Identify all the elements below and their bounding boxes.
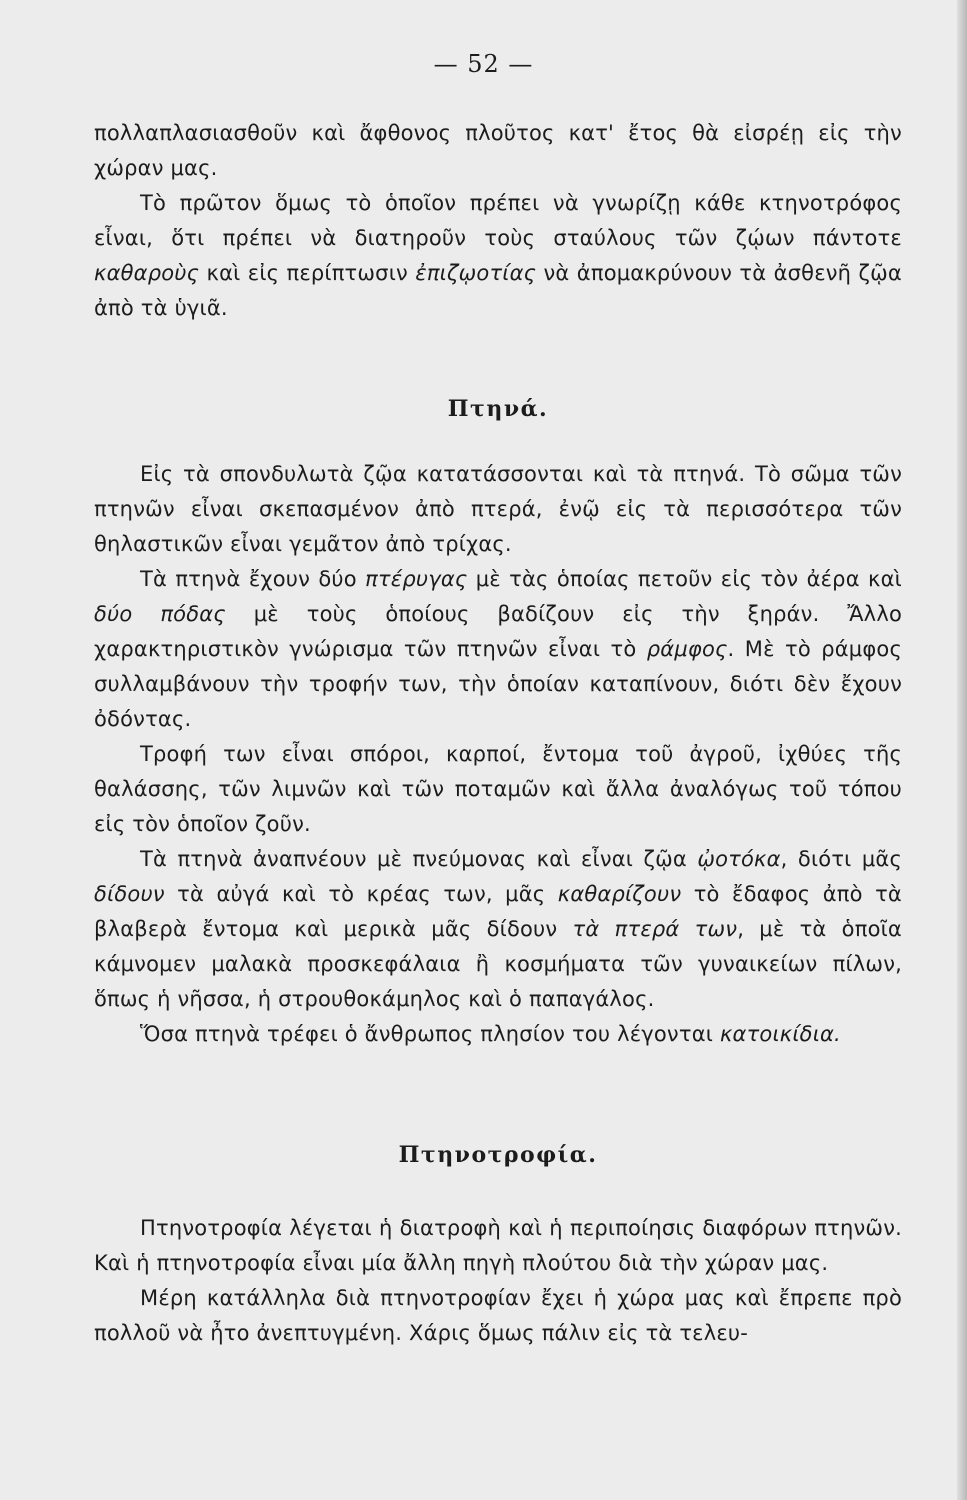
emphasis-beak: ράμφος <box>646 637 728 661</box>
emphasis-wings: πτέρυγας <box>365 567 468 591</box>
paragraph-domestic-birds <box>94 1017 902 1052</box>
emphasis-feathers: τὰ πτερά των <box>572 917 738 941</box>
text-run: , διότι μᾶς <box>780 847 902 871</box>
text-run: , μὲ τὰ ὁποῖα κάμνομεν μαλακὰ προσκεφάλαια ἢ κοσμήματα τῶν γυναικείων πίλων, ὅπως ἡ νῆσσα, ἡ στρουθοκάμηλος καὶ ὁ παπαγάλος. <box>94 917 902 1011</box>
text-run: μὲ τὰς ὁποίας πετοῦν εἰς τὸν ἀέρα καὶ <box>475 567 902 591</box>
text-run: μὲ τοὺς ὁποίους βαδίζουν εἰς τὴν ξηράν. Ἄλλο χαρακτηριστικὸν γνώρισμα τῶν πτηνῶν εἶναι τὸ <box>94 602 902 661</box>
emphasis-oviparous: ᾠοτόκα <box>697 847 781 871</box>
page-number: — 52 — <box>433 50 534 78</box>
text-run: τὰ αὐγά καὶ τὸ κρέας των, μᾶς <box>177 882 546 906</box>
text-run: Τὰ πτηνὰ ἔχουν δύο <box>140 567 357 591</box>
text-run: τὸ ἔδαφος ἀπὸ τὰ βλαβερὰ ἔντομα καὶ μερικὰ μᾶς δίδουν <box>94 882 902 941</box>
text-run: . Μὲ τὸ ράμφος συλλαμβάνουν τὴν τροφήν των, τὴν ὁποίαν καταπίνουν, διότι δὲν ἔχουν ὀδόντας. <box>94 637 902 731</box>
paragraph-livestock-care <box>94 186 902 326</box>
paragraph-birds-anatomy <box>94 562 902 737</box>
section-heading-poultry: Πτηνοτροφία. <box>398 1142 598 1168</box>
text-run: νὰ ἀπομακρύνουν τὰ ἀσθενῆ ζῷα ἀπὸ τὰ ὑγιᾶ. <box>94 261 902 320</box>
emphasis-clean: καθαροὺς <box>94 261 200 285</box>
paragraph-poultry-definition: Πτηνοτροφία λέγεται ἡ διατροφὴ καὶ ἡ περιποίησις διαφόρων πτηνῶν. Καὶ ἡ πτηνοτροφία εἶναι μία ἄλλη πηγὴ πλούτου διὰ τὴν χώραν μας. <box>94 1216 902 1275</box>
text-run: Τὰ πτηνὰ ἀναπνέουν μὲ πνεύμονας καὶ εἶναι ζῷα <box>140 847 687 871</box>
text-run: Ὅσα πτηνὰ τρέφει ὁ ἄνθρωπος πλησίον του λέγονται <box>140 1022 714 1046</box>
emphasis-epizootic: ἐπιζῳοτίας <box>415 261 537 285</box>
emphasis-domestic: κατοικίδια. <box>719 1022 841 1046</box>
paragraph-birds-body: Εἰς τὰ σπονδυλωτὰ ζῷα κατατάσσονται καὶ τὰ πτηνά. Τὸ σῶμα τῶν πτηνῶν εἶναι σκεπασμένον ἀπὸ πτερά, ἐνῷ εἰς τὰ περισσότερα τῶν θηλαστικῶν εἶναι γεμᾶτον ἀπὸ τρίχας. <box>94 462 902 556</box>
paragraph-birds-food: Τροφή των εἶναι σπόροι, καρποί, ἔντομα τοῦ ἀγροῦ, ἰχθύες τῆς θαλάσσης, τῶν λιμνῶν καὶ τῶν ποταμῶν καὶ ἄλλα ἀναλόγως τοῦ τόπου εἰς τὸν ὁποῖον ζοῦν. <box>94 742 902 836</box>
emphasis-give: δίδουν <box>94 882 165 906</box>
paragraph-birds-uses <box>94 842 902 1017</box>
page-body <box>94 116 902 1351</box>
emphasis-clean-soil: καθαρίζουν <box>557 882 682 906</box>
paragraph-continuation: πολλαπλασιασθοῦν καὶ ἄφθονος πλοῦτος κατ' ἔτος θὰ εἰσρέῃ εἰς τὴν χώραν μας. <box>94 121 902 180</box>
paragraph-poultry-country: Μέρη κατάλληλα διὰ πτηνοτροφίαν ἔχει ἡ χώρα μας καὶ ἔπρεπε πρὸ πολλοῦ νὰ ἦτο ἀνεπτυγμένη. Χάρις ὅμως πάλιν εἰς τὰ τελευ- <box>94 1286 902 1345</box>
text-run: Τὸ πρῶτον ὅμως τὸ ὁποῖον πρέπει νὰ γνωρίζῃ κάθε κτηνοτρόφος εἶναι, ὅτι πρέπει νὰ διατηροῦν τοὺς σταύλους τῶν ζῴων πάντοτε <box>94 191 902 250</box>
emphasis-two-feet: δύο πόδας <box>94 602 226 626</box>
section-heading-birds: Πτηνά. <box>447 396 549 422</box>
text-run: καὶ εἰς περίπτωσιν <box>206 261 408 285</box>
page-spine-shadow <box>957 0 967 1500</box>
